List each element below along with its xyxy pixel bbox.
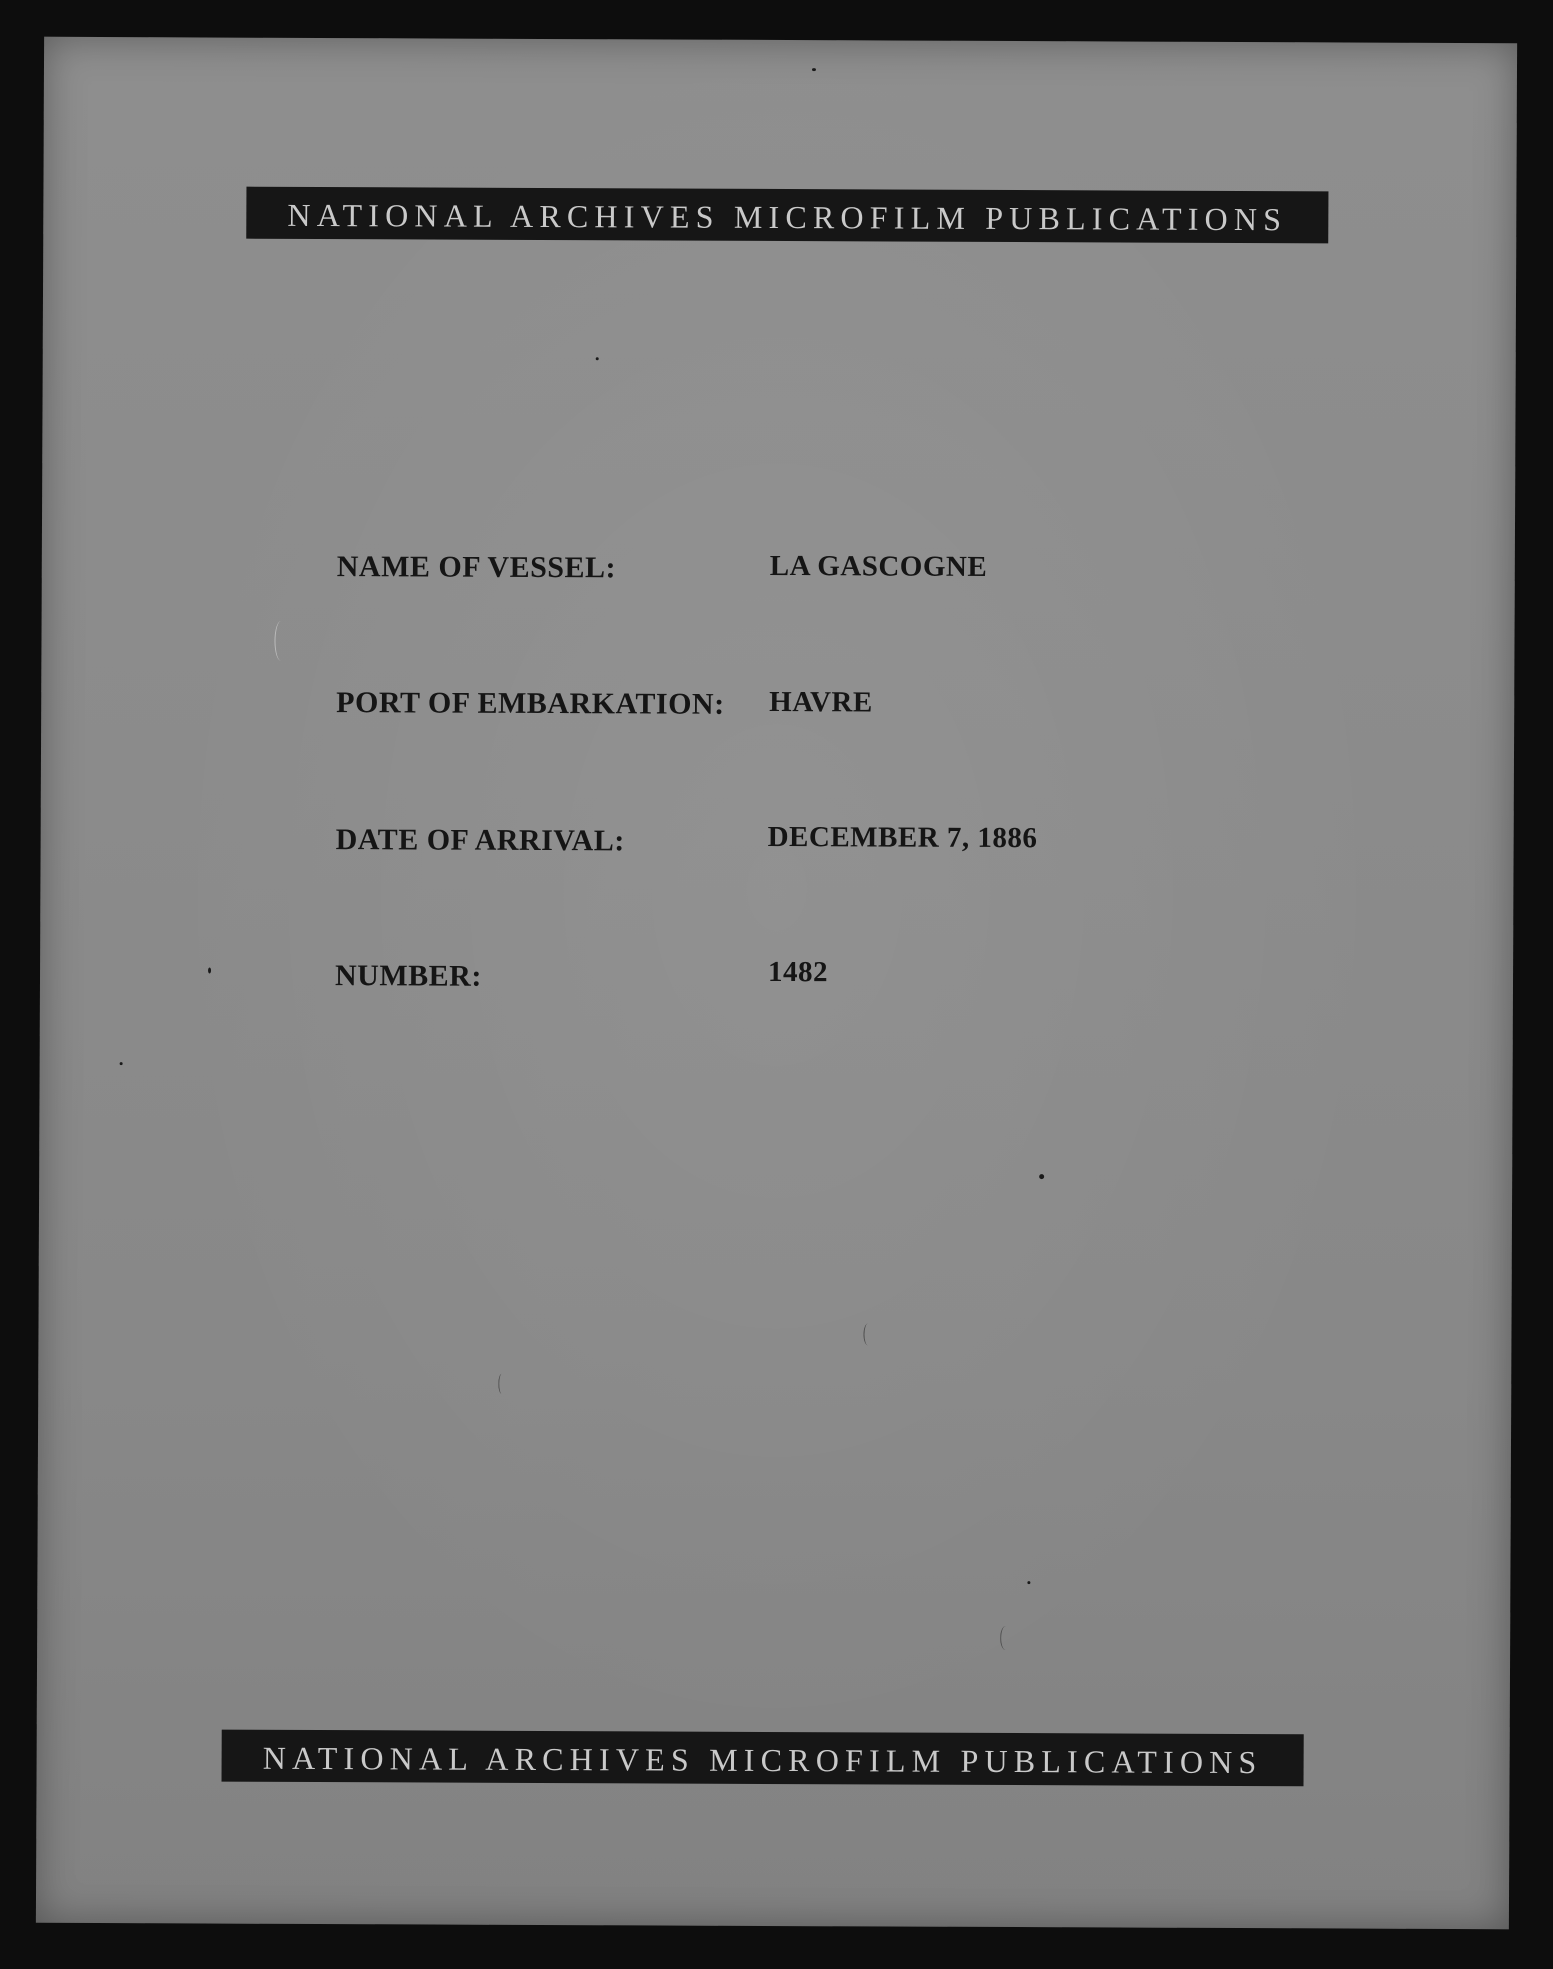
top-banner: NATIONAL ARCHIVES MICROFILM PUBLICATIONS: [246, 187, 1328, 244]
film-scratch: [274, 621, 287, 661]
film-speck: [812, 68, 816, 71]
vessel-name-value: LA GASCOGNE: [769, 549, 988, 583]
film-scratch: [863, 1323, 872, 1345]
film-speck: [120, 1062, 123, 1065]
film-speck: [596, 357, 599, 360]
film-speck: [1039, 1174, 1044, 1179]
film-speck: [1027, 1581, 1030, 1584]
vessel-name-label: NAME OF VESSEL:: [336, 550, 617, 585]
date-of-arrival-label: DATE OF ARRIVAL:: [335, 823, 625, 858]
date-of-arrival-value: DECEMBER 7, 1886: [767, 820, 1038, 855]
bottom-banner: NATIONAL ARCHIVES MICROFILM PUBLICATIONS: [222, 1730, 1304, 1787]
number-label: NUMBER:: [334, 959, 482, 993]
port-of-embarkation-label: PORT OF EMBARKATION:: [336, 686, 725, 721]
film-speck: [208, 968, 211, 974]
port-of-embarkation-value: HAVRE: [769, 685, 873, 719]
number-value: 1482: [767, 955, 829, 989]
film-scratch: [1000, 1626, 1011, 1650]
document-sheet: [36, 37, 1517, 1929]
film-scratch: [498, 1374, 505, 1394]
